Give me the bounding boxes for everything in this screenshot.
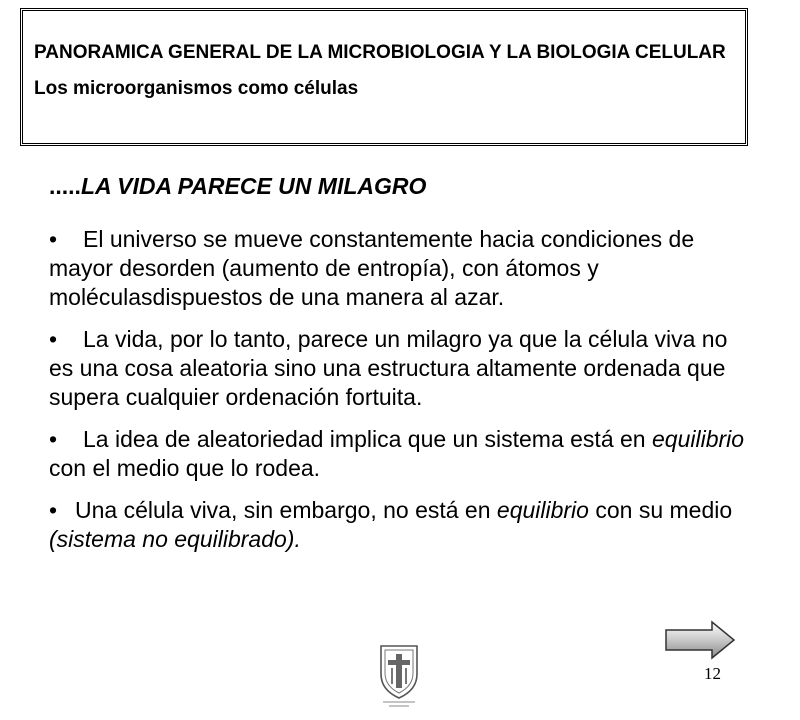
- bullet-marker: •: [49, 226, 58, 252]
- slide-title: PANORAMICA GENERAL DE LA MICROBIOLOGIA Y LA BIOLOGIA CELULAR: [34, 42, 726, 63]
- slide-subtitle: Los microorganismos como células: [34, 78, 359, 99]
- bullet-marker: •: [49, 326, 58, 352]
- section-heading: [49, 173, 426, 200]
- bullet-emphasis: equilibrio: [496, 497, 589, 523]
- next-slide-button[interactable]: [664, 620, 736, 660]
- bullet-emphasis: (sistema no equilibrado).: [49, 526, 301, 552]
- bullet-marker: •: [49, 497, 58, 523]
- bullet-list: [49, 225, 749, 567]
- university-crest-icon: [375, 640, 423, 710]
- bullet-item-3: [49, 425, 749, 483]
- bullet-marker: •: [49, 426, 58, 452]
- bullet-item-2: [49, 325, 749, 412]
- bullet-text: con su medio: [588, 497, 733, 523]
- bullet-text: La vida, por lo tanto, parece un milagro ya que la célula viva no es una cosa aleatoria sino una estructura altamente ordenada que supera cualquier ordenación fortuita.: [49, 326, 728, 410]
- bullet-text: con el medio que lo rodea.: [49, 455, 321, 481]
- bullet-item-4: [49, 496, 749, 554]
- heading-text: LA VIDA PARECE UN MILAGRO: [80, 173, 427, 199]
- title-box: [20, 8, 748, 146]
- right-arrow-icon: [664, 620, 736, 660]
- bullet-text: La idea de aleatoriedad implica que un sistema está en: [83, 426, 652, 452]
- bullet-text: Una célula viva, sin embargo, no está en: [75, 497, 497, 523]
- page-number: 12: [704, 664, 721, 683]
- bullet-item-1: [49, 225, 749, 312]
- bullet-text: El universo se mueve constantemente hacia condiciones de mayor desorden (aumento de entropía), con átomos y moléculasdispuestos de una manera al azar.: [49, 226, 695, 310]
- bullet-emphasis: equilibrio: [651, 426, 745, 452]
- heading-dots: .....: [49, 173, 81, 199]
